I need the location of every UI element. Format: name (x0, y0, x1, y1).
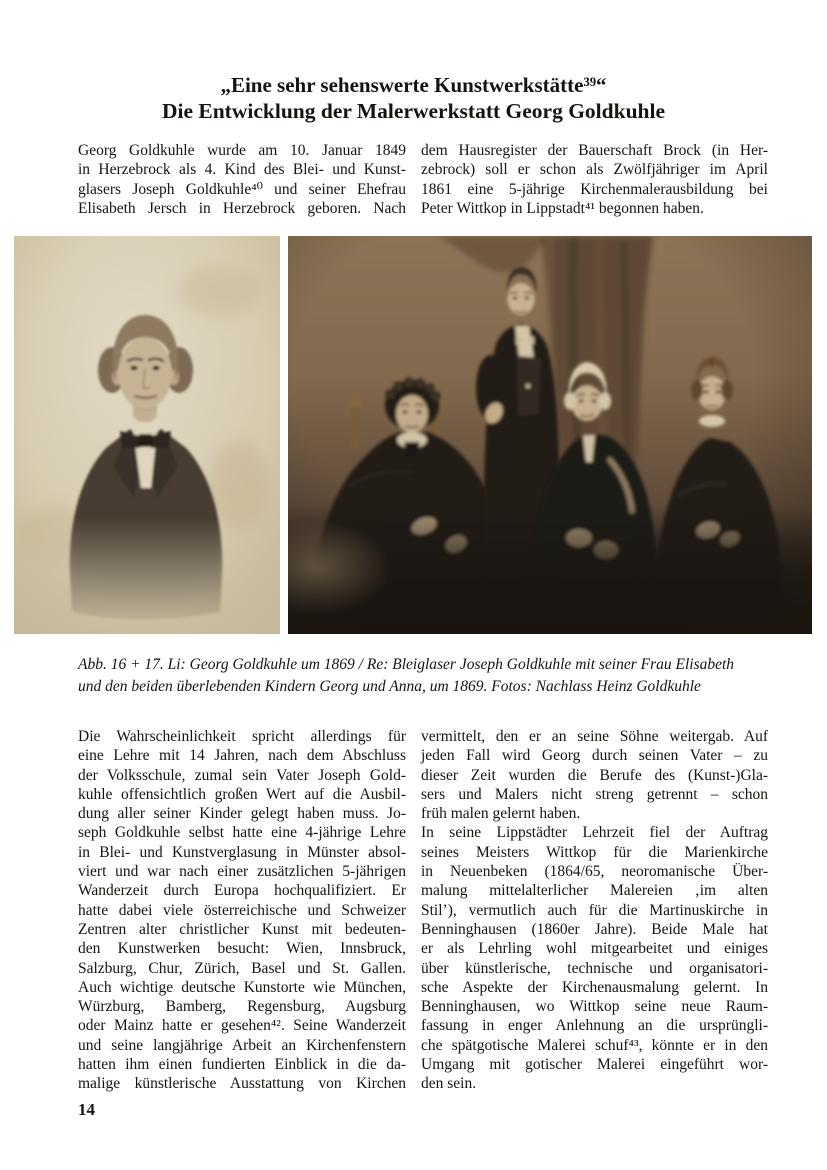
text-line: Benninghausen (1860er Jahre). Beide Male hat (421, 920, 768, 938)
text-line: Georg Goldkuhle wurde am 10. Januar 1849 (78, 142, 406, 159)
body-right-column (421, 727, 768, 1094)
text-line: Würzburg, Bamberg, Regensburg, Augsburg (78, 998, 406, 1016)
photo-caption-line1: Abb. 16 + 17. Li: Georg Goldkuhle um 1869 / Re: Bleiglaser Joseph Goldkuhle mit seiner Frau Elisabeth (78, 656, 735, 673)
article-title-line2: Die Entwicklung der Malerwerkstatt Georg Goldkuhle (161, 99, 666, 123)
text-line: viert und war nach einer zusätzlichen 5-jährigen (78, 863, 406, 881)
text-line: Auch wichtige deutsche Kunstorte wie München, (78, 978, 406, 996)
text-line: der Volksschule, zumal sein Vater Joseph Gold- (78, 766, 406, 784)
page-number: 14 (78, 1100, 95, 1119)
photo-caption-line2: und den beiden überlebenden Kindern Georg und Anna, um 1869. Fotos: Nachlass Heinz Goldkuhle (78, 677, 701, 695)
text-line: eine Lehre mit 14 Jahren, nach dem Abschluss (78, 747, 406, 765)
text-line: Zentren alter christlicher Kunst mit bedeuten- (78, 920, 406, 938)
text-line: den sein. (421, 1075, 477, 1093)
family-photo-illustration (288, 236, 812, 634)
text-line: dung aller seiner Kinder gelegt haben muss. Jo- (78, 805, 406, 823)
portrait-photo-illustration (14, 236, 280, 634)
text-line: Salzburg, Chur, Zürich, Basel und St. Gallen. (78, 959, 406, 977)
text-line: glasers Joseph Goldkuhle⁴⁰ und seiner Ehefrau (78, 180, 406, 198)
body-left-column (78, 727, 406, 1094)
intro-left-column (78, 141, 406, 218)
intro-columns (78, 141, 768, 218)
text-line: über künstlerische, technische und organisatori- (421, 959, 768, 977)
text-line: malige künstlerische Ausstattung von Kirchen (78, 1075, 406, 1093)
photo-row (0, 236, 827, 634)
text-line: in Blei- und Kunstverglasung in Münster absol- (78, 843, 406, 861)
text-line: sers und Malers nicht streng getrennt – schon (421, 785, 768, 803)
text-line: zebrock) soll er schon als Zwölfjähriger im April (421, 161, 768, 179)
text-line: vermittelt, den er an seine Söhne weitergab. Auf (421, 728, 768, 745)
text-line: oder Mainz hatte er gesehen⁴². Seine Wanderzeit (78, 1017, 406, 1035)
portrait-photo-georg-goldkuhle (14, 236, 280, 634)
text-line: Umgang mit gotischer Malerei eingeführt wor- (421, 1056, 768, 1074)
text-line: Stil’), vermutlich auch für die Martinuskirche in (421, 901, 768, 919)
text-line: den Kunstwerken besucht: Wien, Innsbruck, (78, 940, 406, 958)
article-title (0, 72, 827, 125)
text-line: Elisabeth Jersch in Herzebrock geboren. Nach (78, 199, 406, 217)
photo-caption (78, 654, 770, 697)
text-line: Peter Wittkop in Lippstadt⁴¹ begonnen haben. (421, 199, 704, 217)
text-line: jeden Fall wird Georg durch seinen Vater – zu (421, 747, 768, 765)
text-line: und seine langjährige Arbeit an Kirchenfenstern (78, 1036, 406, 1054)
text-line: che spätgotische Malerei schuf⁴³, könnte er in den (421, 1036, 768, 1054)
text-line: Wanderzeit durch Europa hochqualifiziert. Er (78, 882, 406, 900)
intro-right-column (421, 141, 768, 218)
text-line: seph Goldkuhle selbst hatte eine 4-jährige Lehre (78, 824, 406, 842)
text-line: dieser Zeit wurden die Berufe des (Kunst-)Gla- (421, 766, 768, 784)
text-line: Benninghausen, wo Wittkop seine neue Raum- (421, 998, 768, 1016)
text-line: er als Lehrling wohl mitgearbeitet und einiges (421, 940, 768, 958)
text-line: malung mittelalterlicher Malereien ‚im alten (421, 882, 768, 900)
text-line: In seine Lippstädter Lehrzeit fiel der Auftrag (421, 824, 768, 842)
text-line: in Herzebrock als 4. Kind des Blei- und Kunst- (78, 161, 406, 179)
text-line: früh malen gelernt haben. (421, 805, 581, 823)
family-group-photo-goldkuhle (288, 236, 812, 634)
text-line: sche Aspekte der Kirchenausmalung gelernt. In (421, 978, 768, 996)
text-line: hatten ihm einen fundierten Einblick in die da- (78, 1056, 406, 1074)
text-line: 1861 eine 5-jährige Kirchenmalerausbildung bei (421, 180, 768, 198)
text-line: dem Hausregister der Bauerschaft Brock (in Her- (421, 142, 768, 159)
text-line: in Neuenbeken (1864/65, neoromanische Über- (421, 863, 768, 881)
text-line: seines Meisters Wittkop für die Marienkirche (421, 843, 768, 861)
body-columns (78, 727, 768, 1094)
text-line: fassung in enger Anlehnung an die ursprüngli- (421, 1017, 768, 1035)
article-title-line1: „Eine sehr sehenswerte Kunstwerkstätte³⁹“ (220, 73, 607, 97)
text-line: kuhle offensichtlich großen Wert auf die Ausbil- (78, 785, 406, 803)
text-line: Die Wahrscheinlichkeit spricht allerdings für (78, 728, 406, 745)
text-line: hatte dabei viele österreichische und Schweizer (78, 901, 406, 919)
